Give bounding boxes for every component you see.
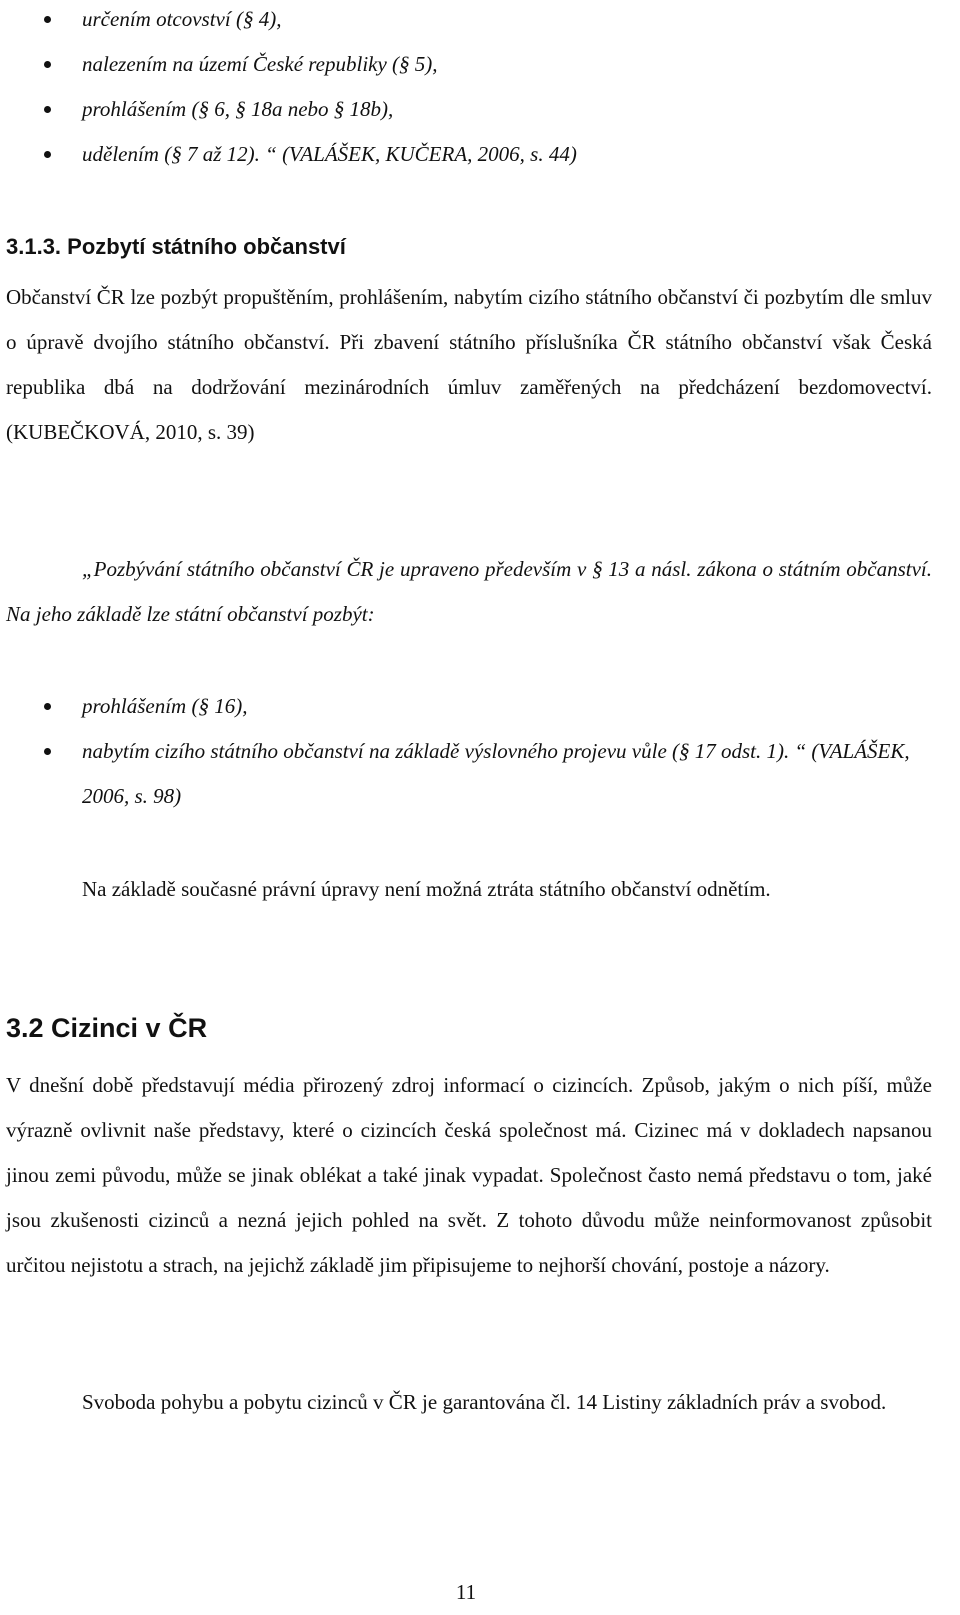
paragraph-loss-closing: Na základě současné právní úpravy není možná ztráta státního občanství odnětím.	[82, 877, 771, 901]
list-item: prohlášením (§ 6, § 18a nebo § 18b),	[0, 87, 940, 132]
quote-loss-of-citizenship: „Pozbývání státního občanství ČR je upraveno především v § 13 a násl. zákona o státním občanství. Na jeho základě lze státní občanství pozbýt:	[6, 557, 932, 626]
list-item: prohlášením (§ 16),	[0, 684, 940, 729]
paragraph-foreigners-media: V dnešní době představují média přirozený zdroj informací o cizincích. Způsob, jakým o nich píší, může výrazně ovlivnit naše představy, které o cizincích česká společnost má. Cizinec má v dokladech napsanou jinou zemi původu, může se jinak oblékat a také jinak vypadat. Společnost často nemá představu o tom, jaké jsou zkušenosti cizinců a nezná jejich pohled na svět. Z tohoto důvodu může neinformovanost způsobit určitou nejistotu a strach, na jejichž základě jim připisujeme to nejhorší chování, postoje a názory.	[6, 1073, 932, 1277]
list-item: nalezením na území České republiky (§ 5),	[0, 42, 940, 87]
list-item: určením otcovství (§ 4),	[0, 0, 940, 42]
paragraph-freedom-of-movement: Svoboda pohybu a pobytu cizinců v ČR je garantována čl. 14 Listiny základních práv a svobod.	[82, 1390, 887, 1414]
section-heading-3-2: 3.2 Cizinci v ČR	[6, 1013, 208, 1043]
citizenship-loss-list	[0, 684, 940, 819]
list-item: udělením (§ 7 až 12). “ (VALÁŠEK, KUČERA, 2006, s. 44)	[0, 132, 940, 177]
list-item: nabytím cizího státního občanství na základě výslovného projevu vůle (§ 17 odst. 1). “ (VALÁŠEK, 2006, s. 98)	[0, 729, 940, 819]
paragraph-loss-of-citizenship: Občanství ČR lze pozbýt propuštěním, prohlášením, nabytím cizího státního občanství či pozbytím dle smluv o úpravě dvojího státního občanství. Při zbavení státního příslušníka ČR státního občanství však Česká republika dbá na dodržování mezinárodních úmluv zaměřených na předcházení bezdomovectví. (KUBEČKOVÁ, 2010, s. 39)	[6, 285, 932, 444]
section-heading-3-1-3: 3.1.3. Pozbytí státního občanství	[6, 234, 346, 259]
page-number: 11	[455, 1580, 477, 1604]
citizenship-acquisition-list	[0, 0, 940, 177]
